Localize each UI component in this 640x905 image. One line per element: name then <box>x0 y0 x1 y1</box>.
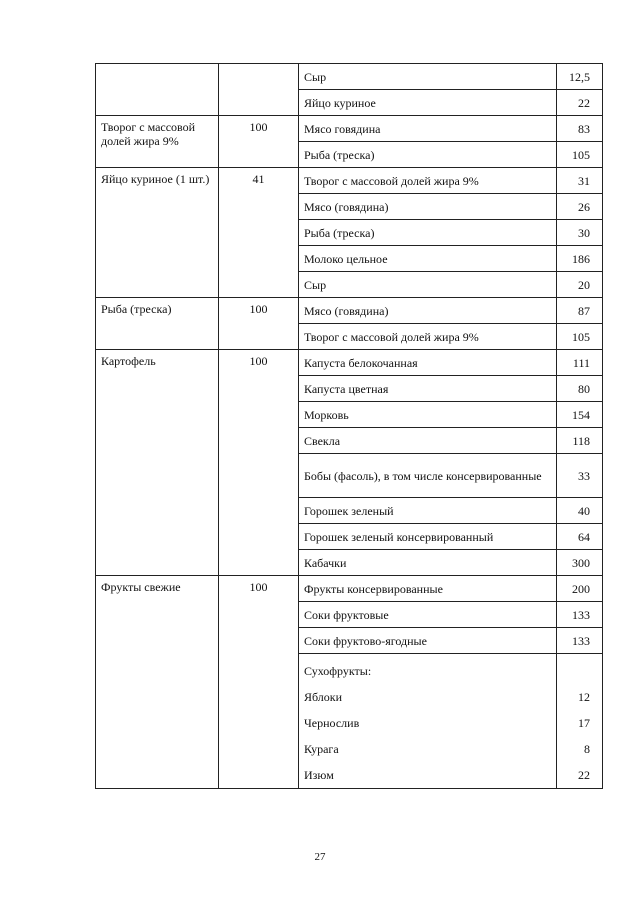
dried-fruit-amount: 17 <box>578 716 590 730</box>
page-number: 27 <box>314 851 326 863</box>
substitute-amount-cell: 105 <box>557 324 603 350</box>
substitute-name-cell: Яйцо куриное <box>299 90 557 116</box>
product-cell: Яйцо куриное (1 шт.) <box>96 168 219 298</box>
substitute-amount-cell: 300 <box>557 550 603 576</box>
quantity-cell: 100 <box>219 350 299 576</box>
substitute-name-cell: Творог с массовой долей жира 9% <box>299 324 557 350</box>
substitute-amount-cell: 30 <box>557 220 603 246</box>
dried-fruits-heading: Сухофрукты: <box>304 664 372 678</box>
dried-fruits-names-cell <box>299 654 557 789</box>
substitute-amount-cell: 118 <box>557 428 603 454</box>
table-row <box>96 64 603 90</box>
substitute-name-cell: Фрукты консервированные <box>299 576 557 602</box>
substitute-amount-cell: 133 <box>557 602 603 628</box>
product-cell: Картофель <box>96 350 219 576</box>
product-cell: Рыба (треска) <box>96 298 219 350</box>
substitute-amount-cell: 33 <box>557 454 603 498</box>
product-cell: Творог с массовой долей жира 9% <box>96 116 219 168</box>
substitute-name-cell: Соки фруктово-ягодные <box>299 628 557 654</box>
substitute-name-cell: Капуста цветная <box>299 376 557 402</box>
table-row <box>96 168 603 194</box>
substitute-name-cell: Рыба (треска) <box>299 220 557 246</box>
product-cell <box>96 64 219 116</box>
dried-fruits-heading-spacer <box>562 658 590 684</box>
quantity-cell: 100 <box>219 298 299 350</box>
dried-fruit-name: Чернослив <box>304 716 360 730</box>
dried-fruits-values-cell <box>557 654 603 789</box>
substitute-name-cell: Мясо (говядина) <box>299 194 557 220</box>
substitute-amount-cell: 40 <box>557 498 603 524</box>
substitute-amount-cell: 31 <box>557 168 603 194</box>
quantity-cell <box>219 64 299 116</box>
substitute-name-cell: Мясо (говядина) <box>299 298 557 324</box>
substitute-amount-cell: 87 <box>557 298 603 324</box>
substitute-name-cell: Кабачки <box>299 550 557 576</box>
quantity-cell: 100 <box>219 116 299 168</box>
substitute-name-cell: Молоко цельное <box>299 246 557 272</box>
substitute-amount-cell: 64 <box>557 524 603 550</box>
quantity-cell: 100 <box>219 576 299 789</box>
dried-fruit-name: Курага <box>304 742 339 756</box>
table-row <box>96 350 603 376</box>
substitute-amount-cell: 154 <box>557 402 603 428</box>
substitute-name-cell: Горошек зеленый консервированный <box>299 524 557 550</box>
substitute-amount-cell: 20 <box>557 272 603 298</box>
substitute-amount-cell: 83 <box>557 116 603 142</box>
substitute-amount-cell: 80 <box>557 376 603 402</box>
substitute-amount-cell: 12,5 <box>557 64 603 90</box>
substitute-amount-cell: 26 <box>557 194 603 220</box>
substitute-name-cell: Соки фруктовые <box>299 602 557 628</box>
table-row <box>96 298 603 324</box>
substitute-amount-cell: 133 <box>557 628 603 654</box>
substitution-table <box>95 63 603 789</box>
dried-fruit-amount: 8 <box>584 742 590 756</box>
table-row <box>96 116 603 142</box>
substitute-name-cell: Сыр <box>299 272 557 298</box>
substitute-name-cell: Сыр <box>299 64 557 90</box>
table-row <box>96 576 603 602</box>
substitute-name-cell: Свекла <box>299 428 557 454</box>
substitute-name-cell: Бобы (фасоль), в том числе консервированные <box>299 454 557 498</box>
substitute-amount-cell: 186 <box>557 246 603 272</box>
substitute-amount-cell: 200 <box>557 576 603 602</box>
substitute-name-cell: Рыба (треска) <box>299 142 557 168</box>
dried-fruit-amount: 12 <box>578 690 590 704</box>
substitute-amount-cell: 105 <box>557 142 603 168</box>
dried-fruit-amount: 22 <box>578 768 590 782</box>
substitute-name-cell: Творог с массовой долей жира 9% <box>299 168 557 194</box>
substitute-name-cell: Горошек зеленый <box>299 498 557 524</box>
substitute-name-cell: Морковь <box>299 402 557 428</box>
dried-fruit-name: Яблоки <box>304 690 343 704</box>
substitute-name-cell: Мясо говядина <box>299 116 557 142</box>
substitute-amount-cell: 22 <box>557 90 603 116</box>
table-body <box>96 64 603 789</box>
substitute-amount-cell: 111 <box>557 350 603 376</box>
substitute-name-cell: Капуста белокочанная <box>299 350 557 376</box>
dried-fruit-name: Изюм <box>304 768 334 782</box>
product-cell: Фрукты свежие <box>96 576 219 789</box>
quantity-cell: 41 <box>219 168 299 298</box>
